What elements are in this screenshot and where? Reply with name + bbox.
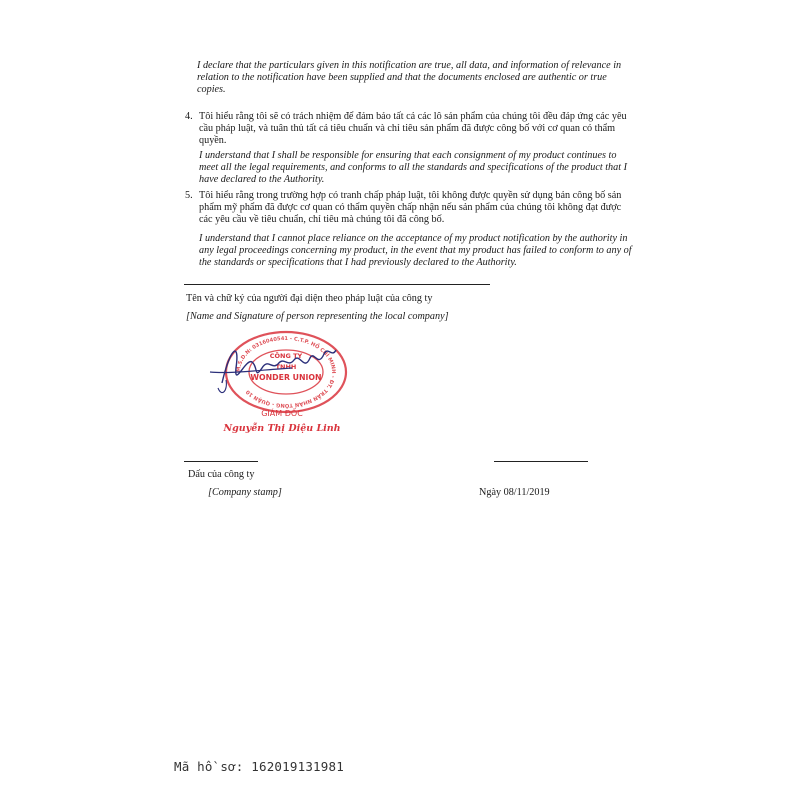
stamp-rule bbox=[184, 461, 258, 462]
signatory-name: Nguyễn Thị Diệu Linh bbox=[223, 423, 341, 434]
company-stamp-label-en: [Company stamp] bbox=[208, 487, 282, 498]
item-4-number: 4. bbox=[185, 111, 193, 122]
signature-label-vi: Tên và chữ ký của người đại diện theo pháp luật của công ty bbox=[186, 293, 433, 304]
stamp-name-label: WONDER UNION bbox=[250, 373, 322, 382]
stamp-company-label: CÔNG TY bbox=[269, 352, 303, 360]
company-stamp bbox=[200, 328, 370, 446]
signature-rule bbox=[184, 284, 490, 285]
item-5-number: 5. bbox=[185, 190, 193, 201]
date-rule bbox=[494, 461, 588, 462]
item-5-vi-text: Tôi hiểu rằng trong trường hợp có tranh chấp pháp luật, tôi không được quyền sử dụng bản công bố sản phẩm mỹ phẩm đã được cơ quan có thẩm quyền chấp nhận nếu sản phẩm của chúng tôi không đạt được các yêu cầu về tiêu chuẩn, chỉ tiêu mà chúng tôi đã công bố. bbox=[199, 190, 622, 226]
record-number: Mã hồ sơ: 162019131981 bbox=[174, 759, 344, 774]
stamp-graphic bbox=[200, 328, 370, 446]
signatory-title: GIÁM ĐỐC bbox=[261, 409, 303, 418]
company-stamp-label-vi: Dấu của công ty bbox=[188, 469, 255, 480]
date-text: Ngày 08/11/2019 bbox=[479, 487, 550, 498]
item-4-vi-text: Tôi hiểu rằng tôi sẽ có trách nhiệm để đảm bảo tất cả các lô sản phẩm của chúng tôi đều đáp ứng các yêu cầu pháp luật, và tuân thủ tất cả tiêu chuẩn và chỉ tiêu sản phẩm đã được công bố với cơ quan có thẩm quyền. bbox=[199, 111, 627, 147]
stamp-type-label: TNHH bbox=[275, 363, 297, 371]
signature-label-en: [Name and Signature of person representing the local company] bbox=[186, 311, 449, 322]
declaration-intro-en: I declare that the particulars given in this notification are true, all data, and information of relevance in relation to the notification have been supplied and that the documents enclosed are authentic or true copies. bbox=[197, 60, 622, 96]
item-5-en-text: I understand that I cannot place reliance on the acceptance of my product notification by the authority in any legal proceedings concerning my product, in the event that my product has failed to conform to any of the standards or specifications that I had previously declared to the Authority. bbox=[199, 233, 632, 269]
stamp-ring-text: M.S.D.N: 0316040541 - C.T.P. HỒ CHÍ MINH - ĐT. TRẦN NHÂN TÔNG - QUẬN 10 bbox=[235, 335, 337, 409]
item-4-en-text: I understand that I shall be responsible for ensuring that each consignment of my product continues to meet all the legal requirements, and conforms to all the standards and specifications of the product that I have declared to the Authority. bbox=[199, 150, 628, 186]
